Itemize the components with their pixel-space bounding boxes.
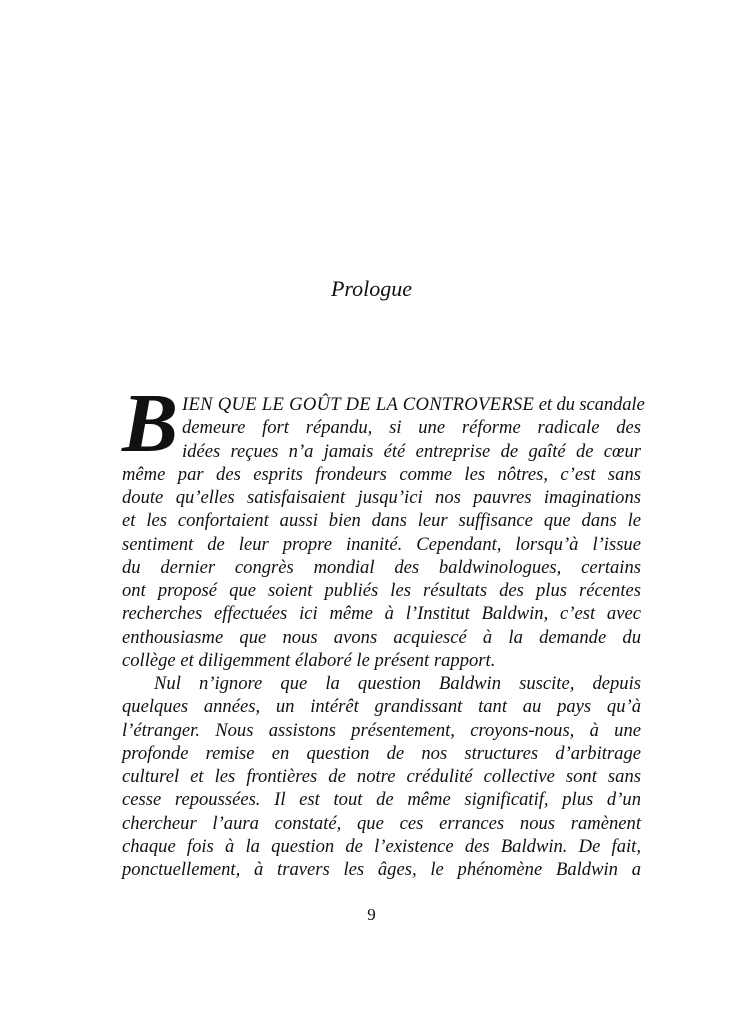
- text-line: culturel et les frontières de notre crédulité collective sont sans: [122, 766, 641, 787]
- drop-cap: B: [122, 377, 179, 470]
- opening-small-caps: IEN QUE LE GOÛT DE LA CONTROVERSE: [182, 394, 535, 415]
- text-line: enthousiasme que nous avons acquiescé à la demande du: [122, 626, 641, 648]
- text-line-rest: et du scandale: [534, 394, 645, 415]
- text-line: du dernier congrès mondial des baldwinologues, certains: [122, 556, 641, 578]
- body-text: [122, 393, 645, 881]
- text-line: ponctuellement, à travers les âges, le phénomène Baldwin a: [122, 859, 641, 880]
- text-line: demeure fort répandu, si une réforme radicale des: [182, 417, 641, 439]
- text-line: doute qu’elles satisfaisaient jusqu’ici nos pauvres imaginations: [122, 487, 641, 508]
- text-line: et les confortaient aussi bien dans leur suffisance que dans le: [122, 510, 641, 532]
- text-line: ont proposé que soient publiés les résultats des plus récentes: [122, 580, 641, 601]
- text-line: cesse repoussées. Il est tout de même significatif, plus d’un: [122, 789, 641, 811]
- text-line: Nul n’ignore que la question Baldwin suscite, depuis: [154, 673, 641, 694]
- text-line: collège et diligemment élaboré le présent rapport.: [122, 649, 496, 671]
- text-line: l’étranger. Nous assistons présentement, croyons-nous, à une: [122, 719, 641, 741]
- text-line: chaque fois à la question de l’existence des Baldwin. De fait,: [122, 835, 641, 857]
- text-line: même par des esprits frondeurs comme les nôtres, c’est sans: [122, 463, 641, 485]
- text-line: chercheur l’aura constaté, que ces errances nous ramènent: [122, 812, 641, 834]
- chapter-title: Prologue: [330, 276, 413, 301]
- text-line: sentiment de leur propre inanité. Cependant, lorsqu’à l’issue: [122, 533, 641, 555]
- text-line: quelques années, un intérêt grandissant tant au pays qu’à: [122, 696, 641, 718]
- text-line: recherches effectuées ici même à l’Institut Baldwin, c’est avec: [122, 603, 641, 625]
- text-line: idées reçues n’a jamais été entreprise de gaîté de cœur: [182, 440, 641, 462]
- page-number: 9: [367, 905, 376, 924]
- text-line: profonde remise en question de nos structures d’arbitrage: [122, 742, 641, 764]
- text-line: [122, 393, 645, 416]
